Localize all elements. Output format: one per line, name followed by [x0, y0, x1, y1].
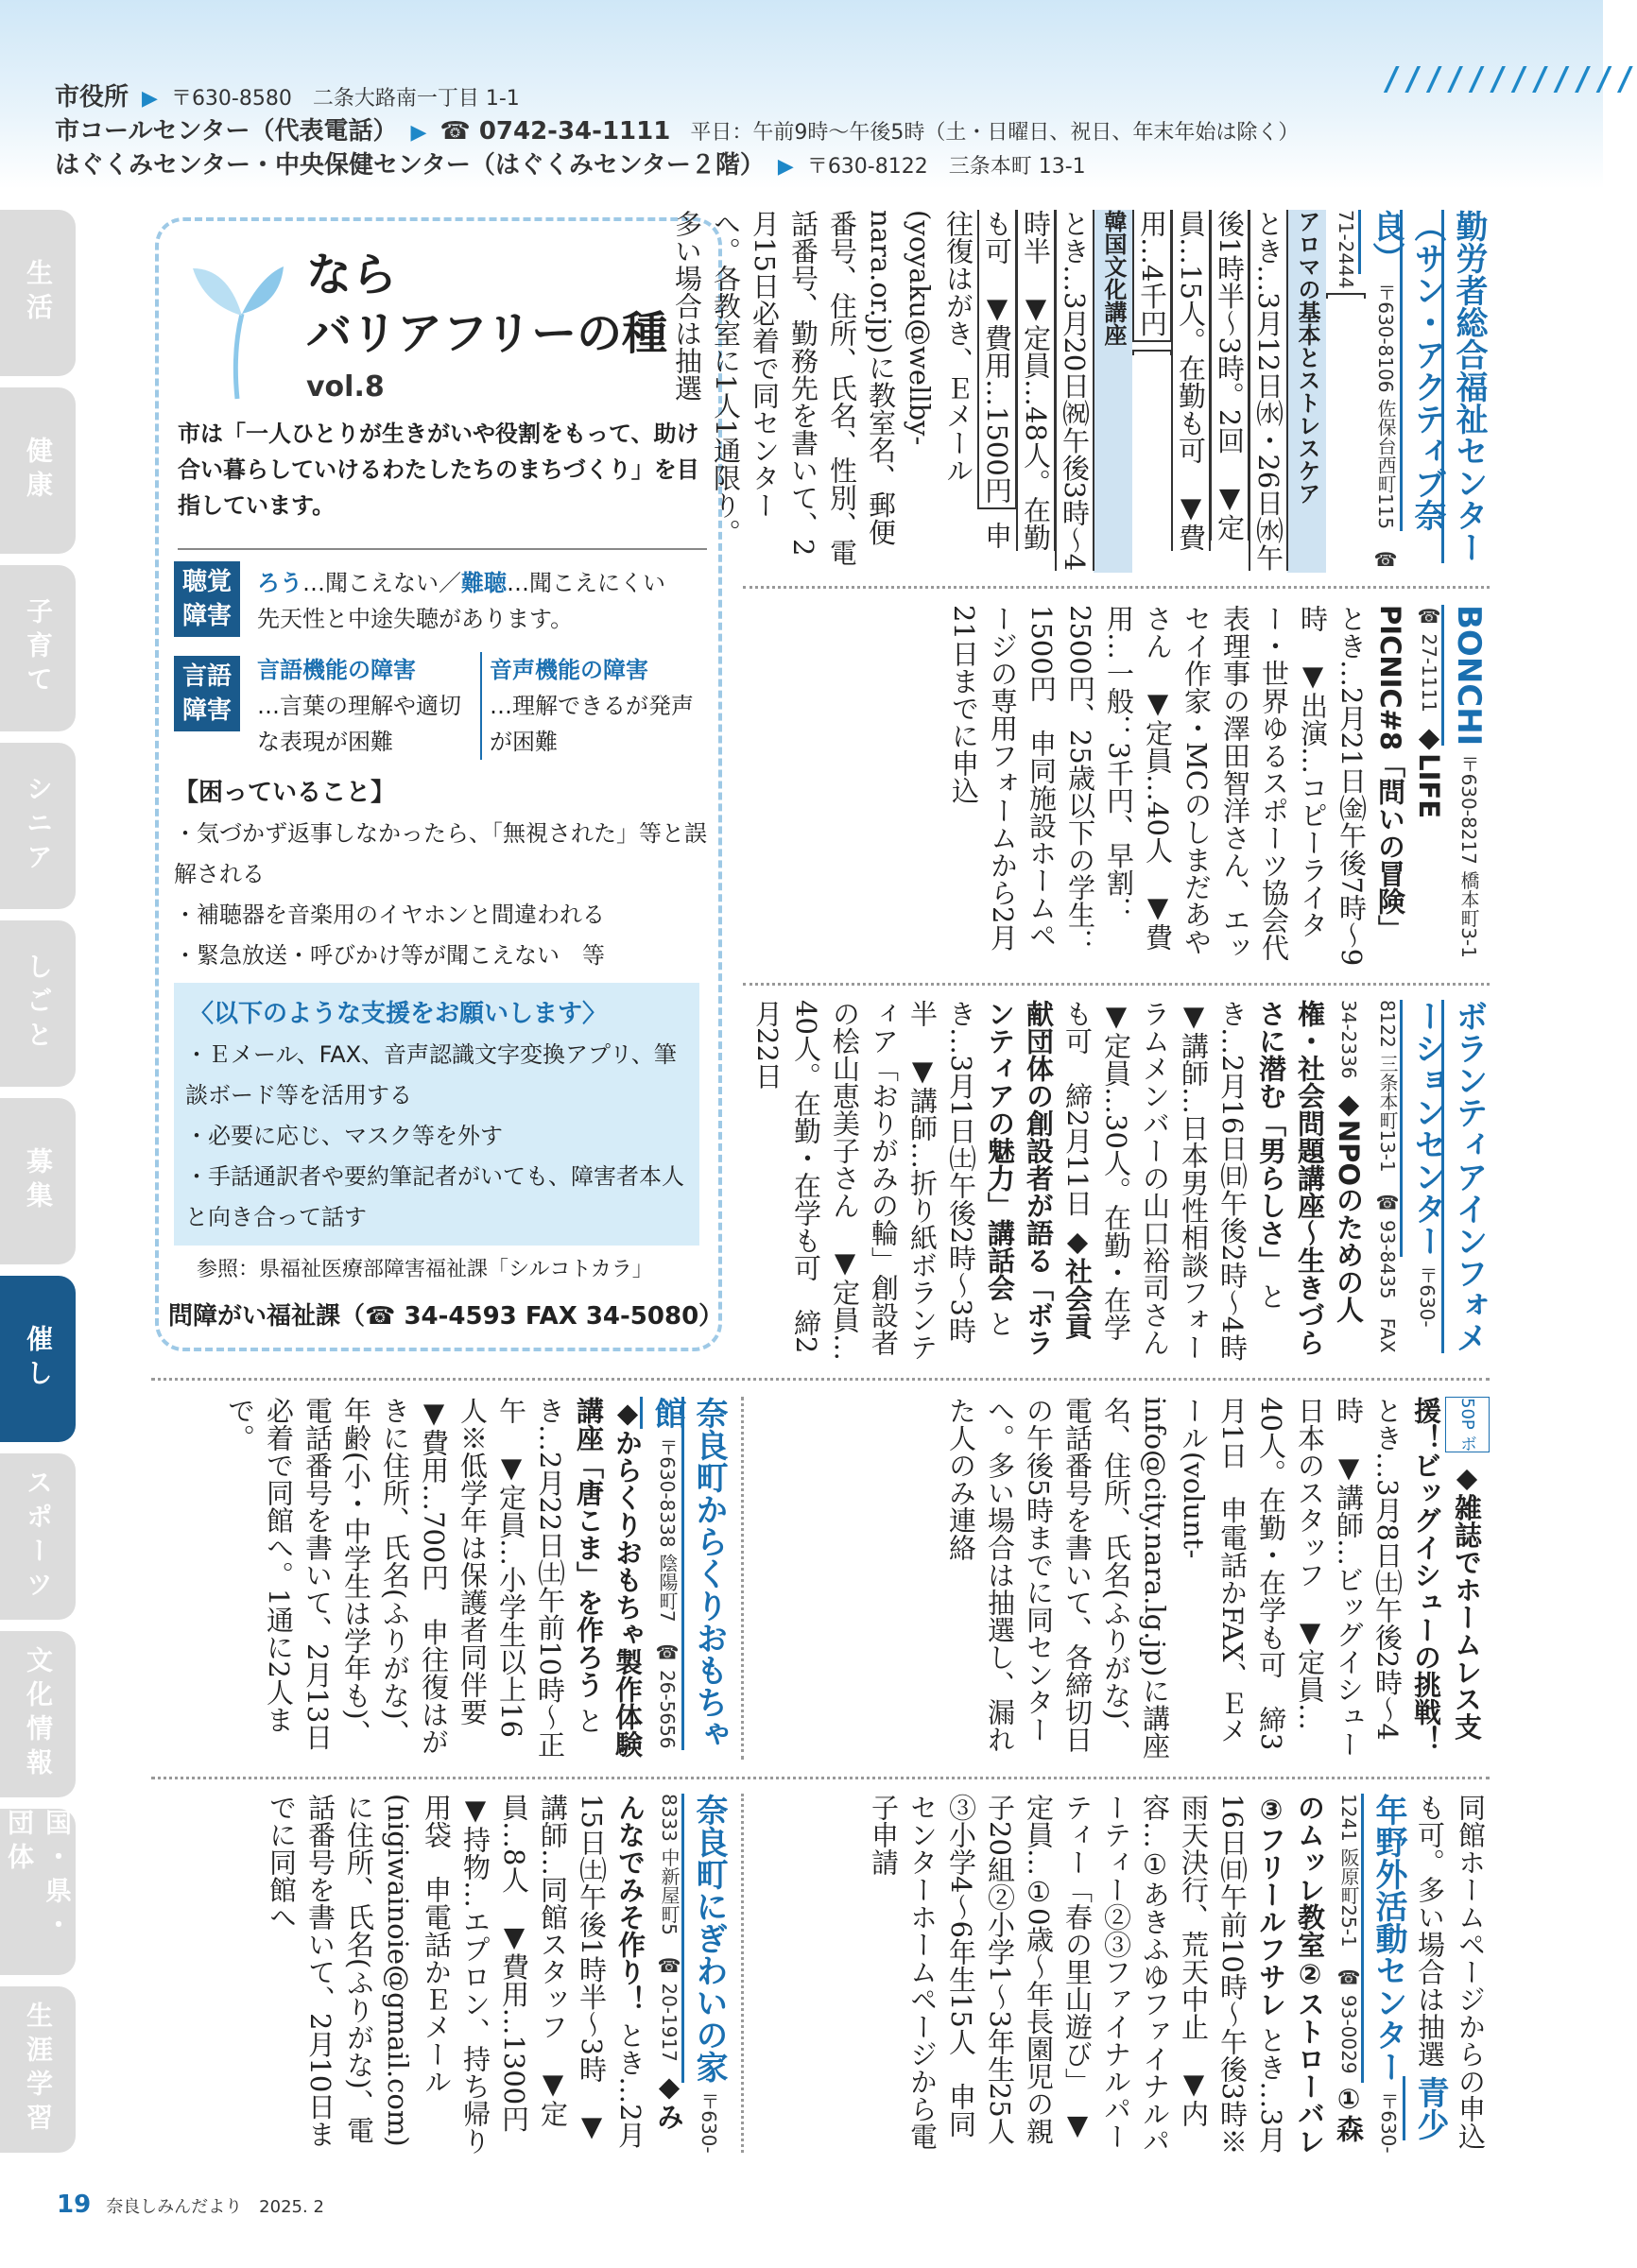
article-title: BONCHI — [1441, 605, 1488, 746]
side-tab[interactable]: 子育て — [0, 565, 76, 731]
event-body: とき…2月16日㈰午後2時〜4時 ▼講師…日本男性相談フォーラムメンバーの山口裕司さん ▼定員…30人。在勤・在学も可 締2月11日 — [1061, 1000, 1287, 1389]
footer — [57, 2191, 324, 2219]
event-title: ①森のムッレ教室②ストローバレ③フリールフサレ — [1255, 1794, 1365, 2155]
city-hall-label: 市役所 — [55, 83, 129, 112]
event-body: とき…3月1日㈯午後2時〜3時半 ▼講師…折り紙ボランティア「おりがみの輪」創設者の桧山恵美子さん ▼定員…40人。在勤・在学も可 締2月22日 — [751, 1000, 1016, 1361]
article-title: 奈良町にぎわいの家 — [681, 1794, 728, 2083]
divider — [743, 983, 1490, 986]
header-call-center — [55, 112, 1299, 146]
article-nigiwai — [166, 1794, 730, 2160]
article-body: とき…2月22日㈯午前10時〜正午 ▼定員…小学生以上16人※低学年は保護者同伴要 ▼費用…700円 申往復はがきに住所、氏名(ふりがな)、年齢(小・中学生は学年も)、電話番号を書いて、2月13日必着で同館へ。1通に2人まで。 — [224, 1397, 605, 1759]
article-address: 〒630-8106 佐保台西町115 ☎ 71-2444 — [1335, 210, 1397, 572]
course-body: とき…3月12日㈬・26日㈬午後1時半〜3時。2回 ▼定員…15人。在勤も可 ▼費用…4千円 — [1136, 210, 1284, 572]
speech1-text: …言葉の理解や適切な表現が困難 — [257, 693, 461, 755]
hearing-label: 聴覚障害 — [174, 561, 240, 637]
event-title: ◆NPOのための人権・社会問題講座〜生きづらさに潜む「男らしさ」 — [1255, 1000, 1365, 1356]
article-bonchi — [771, 605, 1490, 977]
course-body: とき…3月20日㈷午後3時〜4時半 ▼定員…48人。在勤も可 ▼費用…1500円 — [981, 210, 1091, 572]
speech1-title: 言語機能の障害 — [257, 657, 416, 683]
article-address: 〒630-8217 橋本町3-1 ☎ 27-1111 — [1418, 605, 1480, 977]
side-tab[interactable]: シニア — [0, 743, 76, 909]
support-title: 〈以下のような支援をお願いします〉 — [189, 1000, 608, 1028]
speech-label: 言語障害 — [174, 656, 240, 731]
speech2 — [480, 652, 703, 760]
arrow-icon: ▶ — [410, 121, 427, 145]
side-tab[interactable]: スポーツ — [0, 1453, 76, 1620]
article-volunteer-cont — [756, 1397, 1490, 1760]
trouble-item: ・補聴器を音楽用のイヤホンと間違われる — [174, 902, 605, 928]
speech2-text: …理解できるが発声が困難 — [490, 693, 694, 755]
header-city-hall — [55, 77, 520, 112]
article-address: 〒630-1241 阪原町25-1 ☎ 93-0029 — [1337, 1794, 1400, 2154]
deaf-desc: …聞こえない／ — [302, 570, 461, 596]
speech1 — [257, 652, 467, 760]
event-title: ◆雑誌でホームレス支援！ビッグイシューの挑戦！ — [1410, 1397, 1483, 1753]
support-item: ・必要に応じ、マスク等を外す — [185, 1123, 503, 1149]
speech2-title: 音声機能の障害 — [490, 657, 648, 683]
barrier-free-intro: 市は「一人ひとりが生きがいや役割をもって、助け合い暮らしていけるわたしたちのまちづくり」を目指しています。 — [178, 421, 699, 519]
article-body: 申往復はがき、Ｅメール(yoyaku@wellby-nara.or.jp)に教室名、郵便番号、住所、氏名、性別、電話番号、勤務先を書いて、2月15日必着で同センターへ。各教室に1人1通限り。多い場合は抽選 — [671, 210, 1013, 566]
article-karakuri — [166, 1397, 730, 1760]
side-tab-active[interactable]: 催し — [0, 1276, 76, 1442]
trouble-item: ・気づかず返事しなかったら、「無視された」等と誤解される — [174, 820, 707, 887]
hard-hearing-term: 難聴 — [461, 570, 507, 596]
course-box — [1132, 210, 1366, 573]
side-tab[interactable]: しごと — [0, 920, 76, 1087]
divider — [743, 586, 1490, 589]
article-youth-outdoor — [756, 1794, 1490, 2156]
event-title: ◆からくりおもちゃ製作体験講座「唐こま」を作ろう — [573, 1397, 644, 1758]
call-center-phone[interactable]: ☎ 0742-34-1111 — [439, 117, 671, 146]
reference: 参照：県福祉医療部障害福祉課「シルコトカラ」 — [197, 1258, 653, 1281]
side-tab[interactable]: 国・県・団体 — [0, 1809, 76, 1975]
header-hagukumi — [55, 146, 1086, 180]
divider — [151, 1378, 1490, 1381]
side-tab[interactable]: 生活 — [0, 210, 76, 376]
article-body: とき…2月21日㈮午後7時〜9時 ▼出演…コピーライター・世界ゆるスポーツ協会代表理事の澤田智洋さん、エッセイ作家・MCのしまだあやさん ▼定員…40人 ▼費用…一般：3千円、早割：2500円、25歳以下の学生：1500円 申同施設ホームページの専用フォームから2月21日までに申込 — [948, 605, 1368, 967]
article-title: 青少年野外活動センター — [1361, 1794, 1449, 2140]
title-line-2: バリアフリーの種 — [306, 307, 668, 360]
previous-continuation: 同館ホームページからの申込も可。多い場合は抽選 — [1414, 1794, 1487, 2150]
event-title: ◆社会貢献団体の創設者が語る「ボランティアの魅力」講話会 — [984, 1000, 1094, 1356]
article-address: 〒630-8122 三条本町13-1 ☎ 93-8435 FAX 34-2336 — [1337, 1000, 1439, 1353]
barrier-free-vol: vol.8 — [306, 370, 385, 404]
trouble-item: ・緊急放送・呼びかけ等が聞こえない 等 — [174, 942, 605, 969]
divider — [741, 1397, 744, 1760]
article-title: 奈良町からくりおもちゃ館 — [640, 1397, 728, 1750]
support-box — [174, 983, 699, 1246]
trouble-section — [174, 773, 713, 976]
hagukumi-address: 〒630-8122 三条本町 13-1 — [806, 155, 1086, 179]
arrow-icon: ▶ — [777, 155, 794, 179]
divider — [178, 548, 707, 550]
side-tab[interactable]: 健康 — [0, 387, 76, 554]
side-tab[interactable]: 募集 — [0, 1098, 76, 1264]
decorative-slashes: //////////// — [1382, 60, 1637, 98]
article-sun-active — [671, 210, 1490, 573]
call-center-label: 市コールセンター（代表電話） — [55, 117, 398, 146]
side-tab[interactable]: 文化情報 — [0, 1631, 76, 1797]
article-body: とき…3月16日㈰午前10時〜午後3時※雨天決行、荒天中止 ▼内容…①あきふゆファイナルパーティー②③ファイナルパーティー「春の里山遊び」 ▼定員…①0歳〜年長園児の親子20組②小学1〜3年生25人③小学4〜6年生15人 申同センターホームページから電子申請 — [868, 1794, 1287, 2156]
article-address: 〒630-8333 中新屋町5 ☎ 20-1917 — [658, 1794, 720, 2154]
event-title: ◆みんなでみそ作り！ — [614, 1794, 685, 2131]
page-number: 19 — [57, 2191, 92, 2219]
deaf-term: ろう — [257, 570, 302, 596]
barrier-free-title — [306, 246, 667, 363]
trouble-title: 【困っていること】 — [174, 779, 396, 807]
article-body: とき…2月15日㈯午後1時半〜3時 ▼講師…同館スタッフ ▼定員…8人 ▼費用…1300円 ▼持物…エプロン、持ち帰り用袋 申電話かＥメール(nigiwainoie@gmail.com)に住所、氏名(ふりがな)、電話番号を書いて、2月10日までに同館へ — [266, 1794, 646, 2160]
hagukumi-label: はぐくみセンター・中央保健センター（はぐくみセンター２階） — [55, 151, 765, 180]
contact[interactable]: 問障がい福祉課（☎ 34-4593 FAX 34-5080） — [168, 1302, 724, 1331]
title-line-1: なら — [306, 249, 398, 301]
article-title: ボランティアインフォメーションセンター — [1400, 1000, 1488, 1353]
course-title: 韓国文化講座 — [1094, 210, 1132, 573]
article-title: 勤労者総合福祉センター（サン・アクティブ奈良） — [1358, 210, 1488, 563]
hearing-text — [257, 565, 701, 637]
hearing-note: 先天性と中途失聴があります。 — [257, 606, 574, 632]
event-title: ◆LIFE PICNIC#8「問いの冒険」 — [1374, 605, 1445, 943]
call-center-hours: 平日：午前9時〜午後5時（土・日曜日、祝日、年末年始は除く） — [690, 121, 1300, 145]
article-address: 〒630-8338 陰陽町7 ☎ 26-5656 — [656, 1437, 679, 1749]
divider — [151, 1777, 1490, 1779]
side-tab[interactable]: 生涯学習 — [0, 1986, 76, 2153]
article-volunteer — [751, 1000, 1490, 1389]
course-title: アロマの基本とストレスケア — [1287, 210, 1326, 573]
support-item: ・Ｅメール、FAX、音声認識文字変換アプリ、筆談ボード等を活用する — [185, 1041, 677, 1108]
event-body: とき…3月8日㈯午後2時〜4時 ▼講師…ビッグイシュー日本のスタッフ ▼定員…40人。在勤・在学も可 締3月1日 申電話かFAX、Ｅメール(volunt-info@city.nara.lg.jp)に講座名、住所、氏名(ふりがな)、電話番号を書いて、各締切日の午後5時までに同センターへ。多い場合は抽選し、漏れた人のみ連絡 — [945, 1397, 1404, 1760]
volunteer-tag: 50P ボ — [1445, 1397, 1490, 1452]
divider — [741, 1794, 744, 2153]
city-hall-address: 〒630-8580 二条大路南一丁目 1-1 — [170, 87, 520, 111]
publication: 奈良しみんだより 2025. 2 — [106, 2197, 324, 2217]
hard-hearing-desc: …聞こえにくい — [507, 570, 665, 596]
support-item: ・手話通訳者や要約筆記者がいても、障害者本人と向き合って話す — [185, 1163, 684, 1230]
sprout-icon — [185, 248, 289, 408]
arrow-icon: ▶ — [142, 87, 158, 111]
